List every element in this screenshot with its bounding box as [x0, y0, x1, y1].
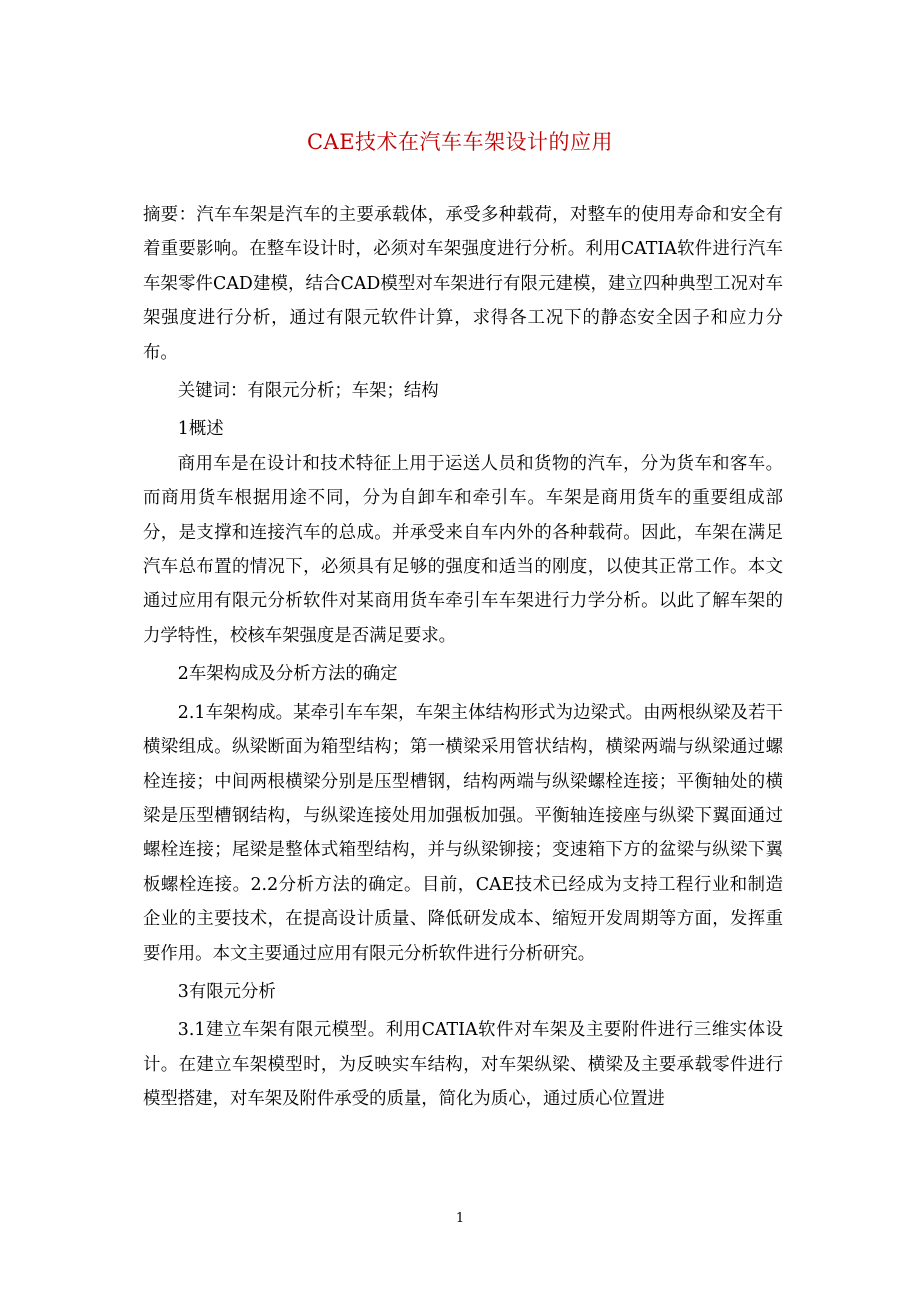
- section-heading-2: 2车架构成及分析方法的确定: [177, 664, 398, 685]
- keywords-paragraph: 关键词：有限元分析；车架；结构: [177, 381, 439, 402]
- abstract-paragraph: 摘要：汽车车架是汽车的主要承载体，承受多种载荷，对整车的使用寿命和安全有着重要影响。在整车设计时，必须对车架强度进行分析。利用CATIA软件进行汽车车架零件CAD建模，结合CAD模型对车架进行有限元建模，建立四种典型工况对车架强度进行分析，通过有限元软件计算，求得各工况下的静态安全因子和应力分布。: [143, 205, 783, 363]
- body-paragraph: 商用车是在设计和技术特征上用于运送人员和货物的汽车，分为货车和客车。而商用货车根据用途不同，分为自卸车和牵引车。车架是商用货车的重要组成部分，是支撑和连接汽车的总成。并承受来自车内外的各种载荷。因此，车架在满足汽车总布置的情况下，必须具有足够的强度和适当的刚度，以使其正常工作。本文通过应用有限元分析软件对某商用货车牵引车车架进行力学分析。以此了解车架的力学特性，校核车架强度是否满足要求。: [143, 453, 783, 646]
- page-number: 1: [455, 1211, 465, 1226]
- section-heading-3: 3有限元分析: [177, 981, 276, 1002]
- body-paragraph: 2.1车架构成。某牵引车车架，车架主体结构形式为边梁式。由两根纵梁及若干横梁组成。纵梁断面为箱型结构；第一横梁采用管状结构，横梁两端与纵梁通过螺栓连接；中间两根横梁分别是压型槽钢，结构两端与纵梁螺栓连接；平衡轴处的横梁是压型槽钢结构，与纵梁连接处用加强板加强。平衡轴连接座与纵梁下翼面通过螺栓连接；尾梁是整体式箱型结构，并与纵梁铆接；变速箱下方的盆梁与纵梁下翼板螺栓连接。2.2分析方法的确定。目前，CAE技术已经成为支持工程行业和制造企业的主要技术，在提高设计质量、降低研发成本、缩短开发周期等方面，发挥重要作用。本文主要通过应用有限元分析软件进行分析研究。: [143, 702, 783, 964]
- body-paragraph: 3.1建立车架有限元模型。利用CATIA软件对车架及主要附件进行三维实体设计。在建立车架模型时，为反映实车结构，对车架纵梁、横梁及主要承载零件进行模型搭建，对车架及附件承受的质量，简化为质心，通过质心位置进: [143, 1020, 783, 1110]
- section-heading-1: 1概述: [177, 419, 224, 440]
- document-body: [143, 198, 783, 1117]
- document-title: CAE技术在汽车车架设计的应用: [306, 130, 614, 154]
